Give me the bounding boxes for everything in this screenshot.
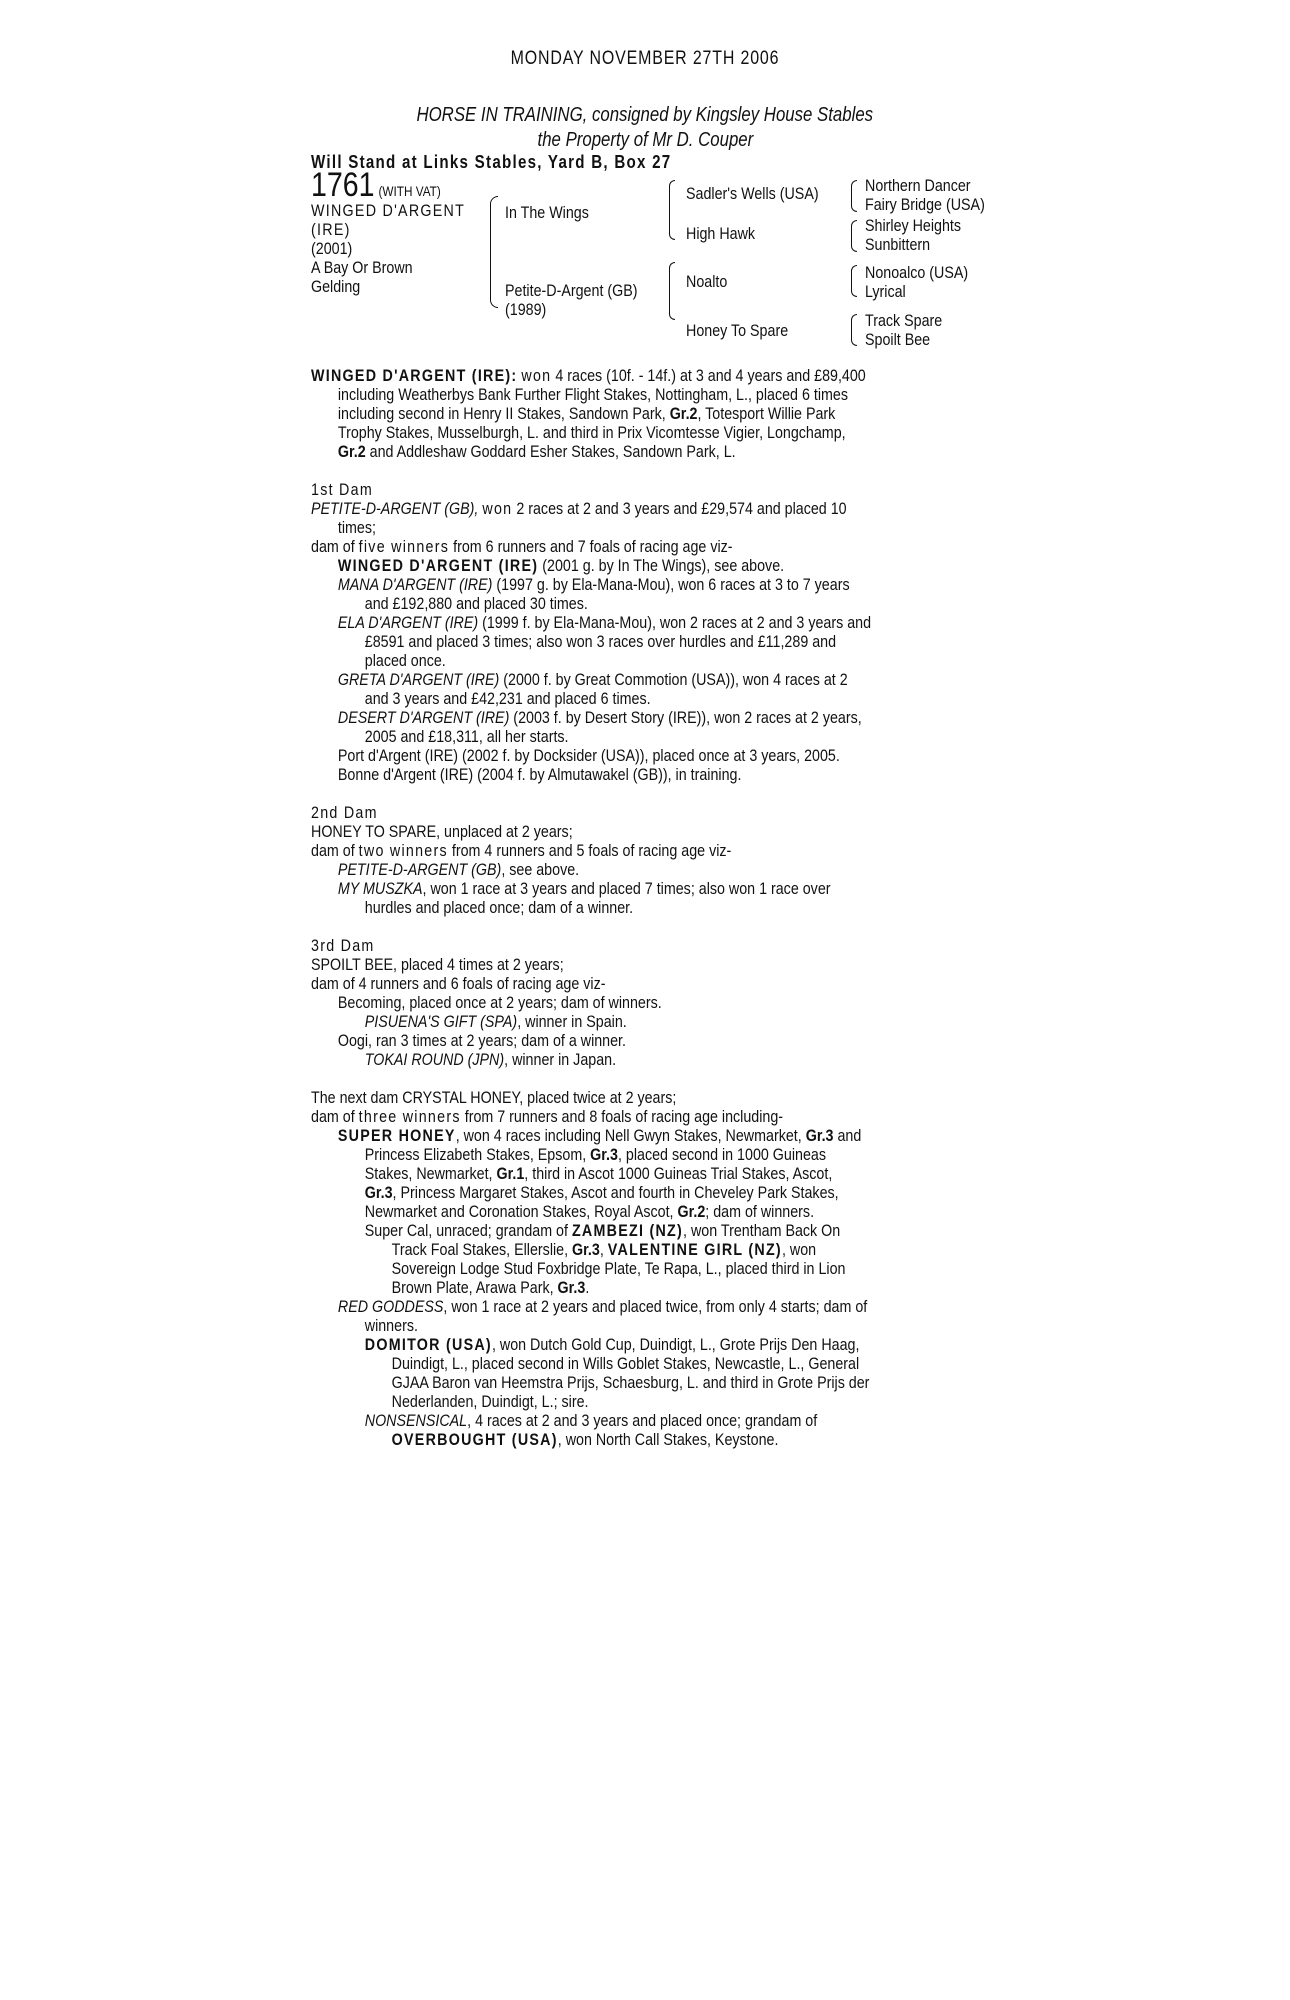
- pedigree-ssd: Fairy Bridge (USA): [865, 195, 985, 214]
- pedigree-dam: Petite-D-Argent (GB) (1989): [505, 281, 638, 319]
- horse-name: WINGED D'ARGENT: [311, 201, 466, 220]
- sale-date: MONDAY NOVEMBER 27TH 2006: [510, 48, 780, 69]
- pedigree-sss: Northern Dancer: [865, 176, 971, 195]
- pedigree-brace: [490, 196, 498, 308]
- pedigree-brace: [669, 262, 675, 320]
- horse-name-suffix: (IRE): [311, 220, 351, 239]
- pedigree-brace: [669, 180, 675, 240]
- pedigree-brace: [851, 314, 857, 346]
- stand-location: Will Stand at Links Stables, Yard B, Box 27: [311, 152, 672, 172]
- section-heading: 1st Dam: [311, 480, 373, 499]
- pedigree-brace: [851, 265, 857, 297]
- section-heading: 2nd Dam: [311, 803, 378, 822]
- third-dam-section: 3rd Dam SPOILT BEE, placed 4 times at 2 years; dam of 4 runners and 6 foals of racing age viz- Becoming, placed once at 2 years; dam of winners. PISUENA'S GIFT (SPA), winner in Spain. Oogi, ran 3 times at 2 years; dam of a winner. TOKAI ROUND (JPN), winner in Japan.: [311, 936, 871, 1069]
- first-dam-section: 1st Dam PETITE-D-ARGENT (GB), won 2 races at 2 and 3 years and £29,574 and placed 10 times; dam of five winners from 6 runners and 7 foals of racing age viz- WINGED D'ARGENT (IRE) (2001 g. by In The Wings), see above. MANA D'ARGENT (IRE) (1997 g. by Ela-Mana-Mou), won 6 races at 3 to 7 years and £192,880 and placed 30 times. ELA D'ARGENT (IRE) (1999 f. by Ela-Mana-Mou), won 2 races at 2 and 3 years and £8591 and placed 3 times; also won 3 races over hurdles and £11,289 and placed once. GRETA D'ARGENT (IRE) (2000 f. by Great Commotion (USA)), won 4 races at 2 and 3 years and £42,231 and placed 6 times. DESERT D'ARGENT (IRE) (2003 f. by Desert Story (IRE)), won 2 races at 2 years, 2005 and £18,311, all her starts. Port d'Argent (IRE) (2002 f. by Docksider (USA)), placed once at 3 years, 2005. Bonne d'Argent (IRE) (2004 f. by Almutawakel (GB)), in training.: [311, 480, 872, 784]
- consignment-line-1: HORSE IN TRAINING, consigned by Kingsley House Stables: [416, 104, 874, 126]
- section-heading: 3rd Dam: [311, 936, 375, 955]
- next-dam-section: The next dam CRYSTAL HONEY, placed twice at 2 years; dam of three winners from 7 runners and 8 foals of racing age including- SUPER HONEY, won 4 races including Nell Gwyn Stakes, Newmarket, Gr.3 and Princess Elizabeth Stakes, Epsom, Gr.3, placed second in 1000 Guineas Stakes, Newmarket, Gr.1, third in Ascot 1000 Guineas Trial Stakes, Ascot, Gr.3, Princess Margaret Stakes, Ascot and fourth in Cheveley Park Stakes, Newmarket and Coronation Stakes, Royal Ascot, Gr.2; dam of winners. Super Cal, unraced; grandam of ZAMBEZI (NZ), won Trentham Back On Track Foal Stakes, Ellerslie, Gr.3, VALENTINE GIRL (NZ), won Sovereign Lodge Stud Foxbridge Plate, Te Rapa, L., placed third in Lion Brown Plate, Arawa Park, Gr.3. RED GODDESS, won 1 race at 2 years and placed twice, from only 4 starts; dam of winners. DOMITOR (USA), won Dutch Gold Cup, Duindigt, L., Grote Prijs Den Haag, Duindigt, L., placed second in Wills Goblet Stakes, Newcastle, L., General GJAA Baron van Heemstra Prijs, Schaesburg, L. and third in Grote Prijs der Nederlanden, Duindigt, L.; sire. NONSENSICAL, 4 races at 2 and 3 years and placed once; grandam of OVERBOUGHT (USA), won North Call Stakes, Keystone.: [311, 1088, 870, 1449]
- pedigree-dsd: Lyrical: [865, 282, 906, 301]
- consignment-line-2: the Property of Mr D. Couper: [537, 129, 753, 151]
- pedigree-ss: Sadler's Wells (USA): [686, 184, 819, 203]
- horse-desc-2: Gelding: [311, 277, 361, 296]
- pedigree-dd: Honey To Spare: [686, 321, 789, 340]
- pedigree-brace: [851, 220, 857, 252]
- pedigree-dss: Nonoalco (USA): [865, 263, 969, 282]
- second-dam-section: 2nd Dam HONEY TO SPARE, unplaced at 2 years; dam of two winners from 4 runners and 5 foals of racing age viz- PETITE-D-ARGENT (GB), see above. MY MUSZKA, won 1 race at 3 years and placed 7 times; also won 1 race over hurdles and placed once; dam of a winner.: [311, 803, 871, 917]
- pedigree-sire: In The Wings: [505, 203, 589, 222]
- racing-record: WINGED D'ARGENT (IRE): won 4 races (10f. - 14f.) at 3 and 4 years and £89,400 including Weatherbys Bank Further Flight Stakes, Nottingham, L., placed 6 times including second in Henry II Stakes, Sandown Park, Gr.2, Totesport Willie Park Trophy Stakes, Musselburgh, L. and third in Prix Vicomtesse Vigier, Longchamp, Gr.2 and Addleshaw Goddard Esher Stakes, Sandown Park, L.: [311, 366, 866, 461]
- pedigree-dds: Track Spare: [865, 311, 943, 330]
- pedigree-ddd: Spoilt Bee: [865, 330, 931, 349]
- catalogue-body: [311, 366, 1290, 1449]
- horse-desc-1: A Bay Or Brown: [311, 258, 413, 277]
- pedigree-brace: [851, 180, 857, 212]
- horse-year: (2001): [311, 239, 353, 258]
- lot-vat: (WITH VAT): [378, 183, 441, 199]
- pedigree-sds: Shirley Heights: [865, 216, 962, 235]
- lot-number: 1761: [311, 166, 375, 204]
- pedigree-sdd: Sunbittern: [865, 235, 931, 254]
- lot-info: [311, 166, 494, 296]
- pedigree-ds: Noalto: [686, 272, 728, 291]
- pedigree-sd: High Hawk: [686, 224, 756, 243]
